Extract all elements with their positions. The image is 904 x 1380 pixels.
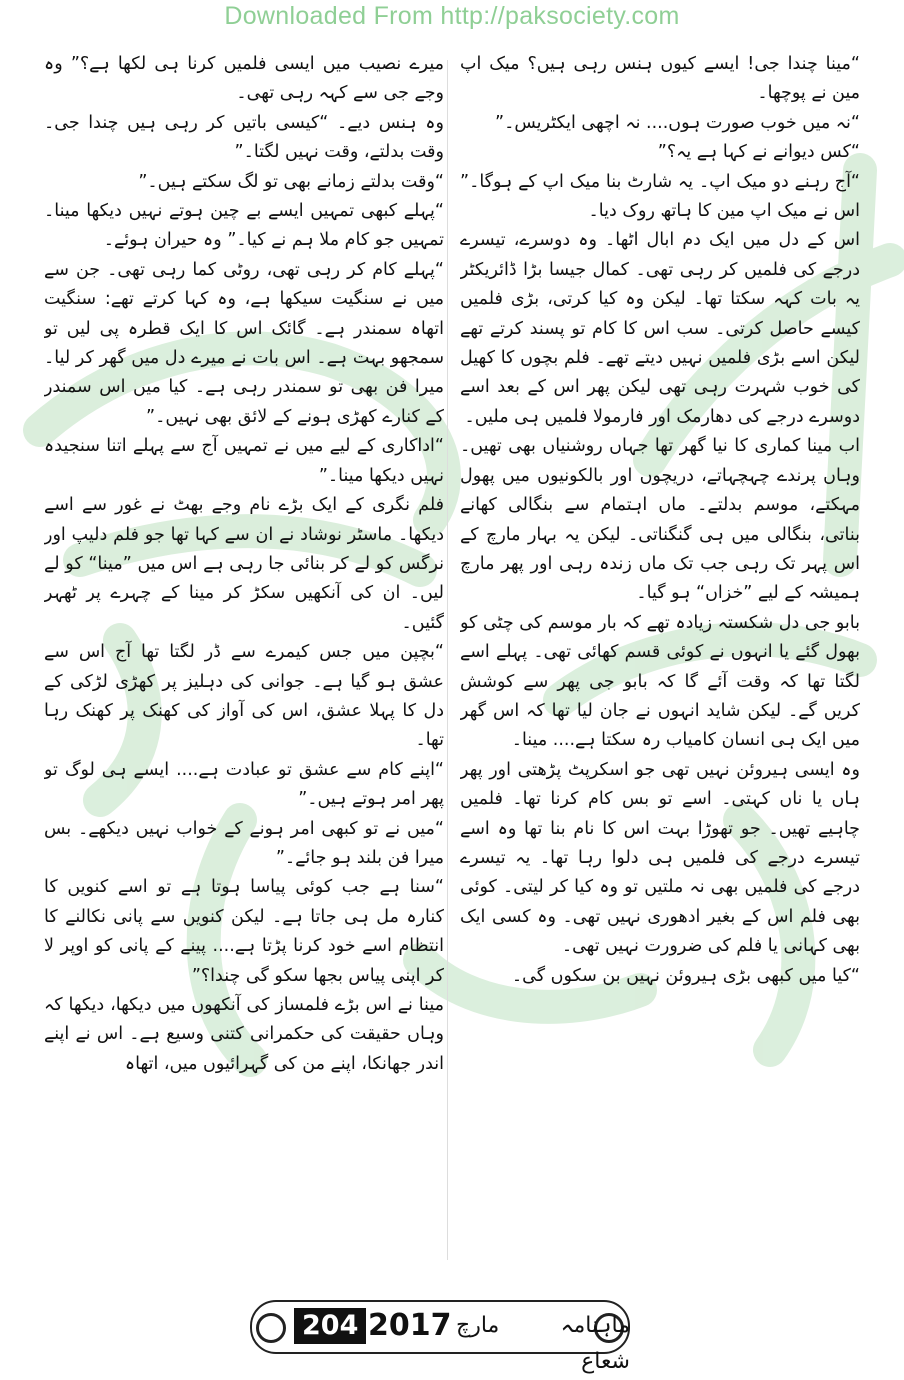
paragraph: “پہلے کام کر رہی تھی، روٹی کما رہی تھی۔ جن سے میں نے سنگیت سیکھا ہے، وہ کہا کرتے تھے: سنگیت اتھاہ سمندر ہے۔ گائک اس کا ایک قطرہ پی لیں تو سمجھو بہت ہے۔ اس بات نے میرے دل میں گھر کر لیا۔ میرا فن بھی تو سمندر رہی ہے۔ کیا میں اس سمندر کے کنارے کھڑی ہونے کے لائق بھی نہیں۔” [44,259,444,427]
paragraph: “سنا ہے جب کوئی پیاسا ہوتا ہے تو اسے کنویں کا کنارہ مل ہی جاتا ہے۔ لیکن کنویں سے پانی نکالنے کا انتظام اسے خود کرنا پڑتا ہے.... پینے کے پانی کو اوپر لا کر اپنی پیاس بجھا سکو گی چندا؟” [44,877,444,986]
paragraph: “اپنے کام سے عشق تو عبادت ہے.... ایسے ہی لوگ تو پھر امر ہوتے ہیں۔” [44,759,444,810]
paragraph: بابو جی دل شکستہ زیادہ تھے کہ بار موسم کی چٹی کو بھول گئے یا انہوں نے کوئی قسم کھائی تھی۔ پہلے اسے لگتا تھا کہ وقت آئے گا کہ بابو جی پھر سے کوشش کریں گے۔ لیکن شاید انہوں نے جان لیا تھا کہ اس گھر میں ایک ہی انسان کامیاب رہ سکتا ہے.... مینا۔ [460,612,860,751]
paragraph: “پہلے کبھی تمہیں ایسے بے چین ہوتے نہیں دیکھا مینا۔ تمہیں جو کام ملا ہم نے کیا۔” وہ حیران ہوئے۔ [44,201,444,251]
magazine-page [44,50,860,1275]
download-watermark: Downloaded From http://paksociety.com [224,2,680,30]
paragraph: “میں نے تو کبھی امر ہونے کے خواب نہیں دیکھے۔ بس میرا فن بلند ہو جائے۔” [44,818,444,868]
paragraph: “کیا میں کبھی بڑی ہیروئن نہیں بن سکوں گی۔ [511,965,860,986]
paragraph: اب مینا کماری کا نیا گھر تھا جہاں روشنیاں بھی تھیں۔ وہاں پرندے چہچہاتے، دریچوں اور بالکونیوں میں پھول مہکتے، موسم بدلتے۔ ماں اہتمام سے بنگالی کھانے بناتی، بنگالی میں ہی گنگناتی۔ لیکن یہ بہار مارچ کے اس پہر تک رہی جب تک ماں زندہ رہی اور پھر مارچ ہمیشہ کے لیے ”خزاں“ ہو گیا۔ [460,436,860,604]
issue-year: 2017 [368,1308,452,1343]
paragraph: مینا نے اس بڑے فلمساز کی آنکھوں میں دیکھا، دیکھا کہ وہاں حقیقت کی حکمرانی کتنی وسیع ہے۔ اس نے اپنے اندر جھانکا، اپنے من کی گہرائیوں میں، اتھاہ [44,995,444,1074]
page-number: 204 [294,1308,366,1344]
paragraph: اس کے دل میں ایک دم ابال اٹھا۔ وہ دوسرے، تیسرے درجے کی فلمیں کر رہی تھی۔ کمال جیسا بڑا ڈائریکٹر یہ بات کہہ سکتا تھا۔ لیکن وہ کیا کرتی، بڑی فلمیں کیسے حاصل کرتی۔ سب اس کا کام تو پسند کرتے تھے لیکن اسے بڑی فلمیں نہیں دیتے تھے۔ فلم بچوں کا کھیل کی خوب شہرت رہی تھی لیکن پھر اس کے بعد اسے دوسرے درجے کی دھارمک اور فارمولا فلمیں ہی ملیں۔ [460,230,860,427]
issue-month: مارچ [456,1313,500,1338]
left-column [44,50,444,1275]
paragraph: “نہ میں خوب صورت ہوں.... نہ اچھی ایکٹریس۔” [495,112,860,133]
right-column [460,50,860,1275]
paragraph: “بچپن میں جس کیمرے سے ڈر لگتا تھا آج اس سے عشق ہو گیا ہے۔ جوانی کی دہلیز پر کھڑی لڑکی کے دل کا پہلا عشق، اس کی آواز کی کھنک پر کھنک رہا تھا۔ [44,642,444,751]
paragraph: وہ ہنس دیے۔ “کیسی باتیں کر رہی ہیں چندا جی۔ وقت بدلتے، وقت نہیں لگتا۔” [44,112,444,163]
paragraph: “کس دیوانے نے کہا ہے یہ؟” [657,142,860,163]
paragraph: میرے نصیب میں ایسی فلمیں کرنا ہی لکھا ہے؟” وہ وجے جی سے کہہ رہی تھی۔ [44,54,444,104]
page-footer [250,1300,630,1374]
paragraph: فلم نگری کے ایک بڑے نام وجے بھٹ نے غور سے اسے دیکھا۔ ماسٹر نوشاد نے ان سے کہا تھا جو فلم دلیپ اور نرگس کو لے کر بنائی جا رہی ہے اس میں ”مینا“ کو لے لیں۔ ان کی آنکھیں سکڑ کر مینا کے چہرے پر ٹھہر گئیں۔ [44,495,444,633]
magazine-name: ماہنامہ شعاع [560,1313,630,1374]
paragraph: وہ ایسی ہیروئن نہیں تھی جو اسکرپٹ پڑھتی اور پھر ہاں یا ناں کہتی۔ اسے تو بس کام کرنا تھا۔ فلمیں چاہیے تھیں۔ جو تھوڑا بہت اس کا نام بنا تھا وہ اسے تیسرے درجے کی فلمیں ہی دلوا رہا تھا۔ یہ تیسرے درجے کی فلمیں بھی نہ ملتیں تو وہ کیا کر لیتی۔ کوئی بھی فلم اس کے بغیر ادھوری نہیں تھی۔ وہ کسی ایک بھی کہانی یا فلم کی ضرورت نہیں تھی۔ [460,759,860,957]
paragraph: “اداکاری کے لیے میں نے تمہیں آج سے پہلے اتنا سنجیدہ نہیں دیکھا مینا۔” [44,436,444,486]
paragraph: “آج رہنے دو میک اپ۔ یہ شارٹ بنا میک اپ کے ہوگا۔” اس نے میک اپ مین کا ہاتھ روک دیا۔ [460,171,860,222]
paragraph: “وقت بدلتے زمانے بھی تو لگ سکتے ہیں۔” [138,171,444,192]
column-divider [447,60,448,1260]
ornament-icon [256,1313,286,1343]
paragraph: “مینا چندا جی! ایسے کیوں ہنس رہی ہیں؟ میک اپ مین نے پوچھا۔ [460,54,860,104]
